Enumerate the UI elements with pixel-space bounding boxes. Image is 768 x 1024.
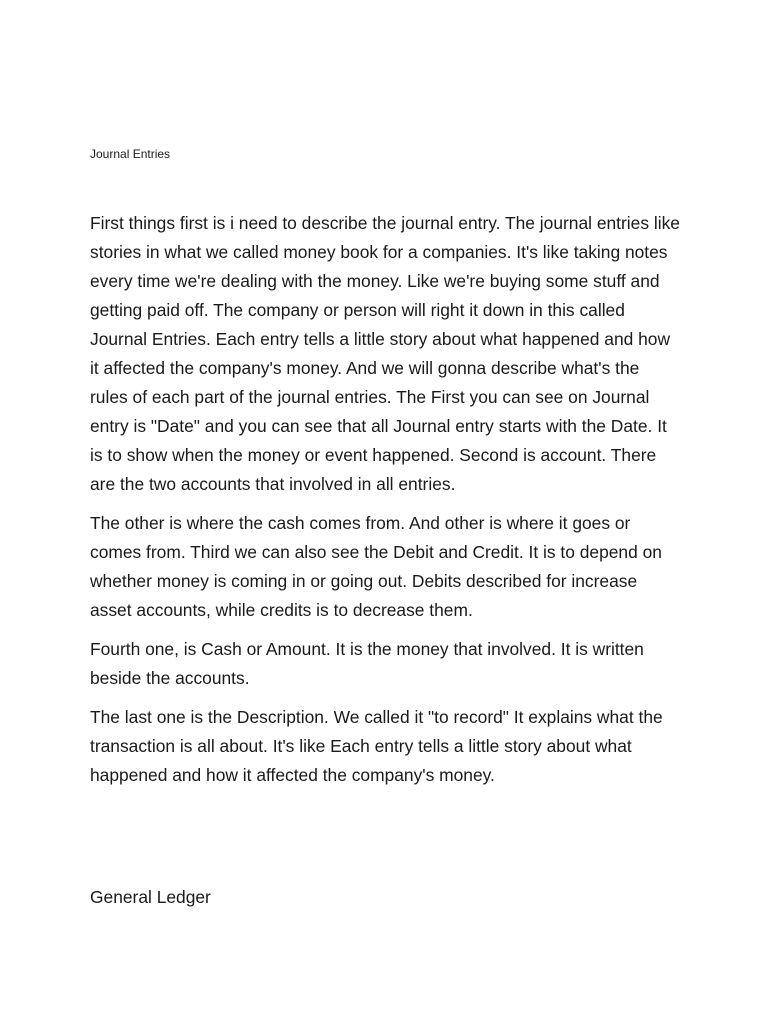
paragraph-3: Fourth one, is Cash or Amount. It is the money that involved. It is written beside the accounts. [90,639,644,688]
paragraph-1: First things first is i need to describe the journal entry. The journal entries like stories in what we called money book for a companies. It's like taking notes every time we're dealing with the money. Like we're buying some stuff and getting paid off. The company or person will right it down in this called Journal Entries. Each entry tells a little story about what happened and how it affected the company's money. And we will gonna describe what's the rules of each part of the journal entries. The First you can see on Journal entry is "Date" and you can see that all Journal entry starts with the Date. It is to show when the money or event happened. Second is account. There are the two accounts that involved in all entries. [90,213,680,494]
paragraph-2: The other is where the cash comes from. And other is where it goes or comes from. Third we can also see the Debit and Credit. It is to depend on whether money is coming in or going out. Debits described for increase asset accounts, while credits is to decrease them. [90,513,662,620]
section-heading-general-ledger: General Ledger [90,887,211,907]
paragraph-4: The last one is the Description. We called it "to record" It explains what the transaction is all about. It's like Each entry tells a little story about what happened and how it affected the company's money. [90,707,663,785]
document-title: Journal Entries [90,147,171,161]
document-body [90,209,680,800]
